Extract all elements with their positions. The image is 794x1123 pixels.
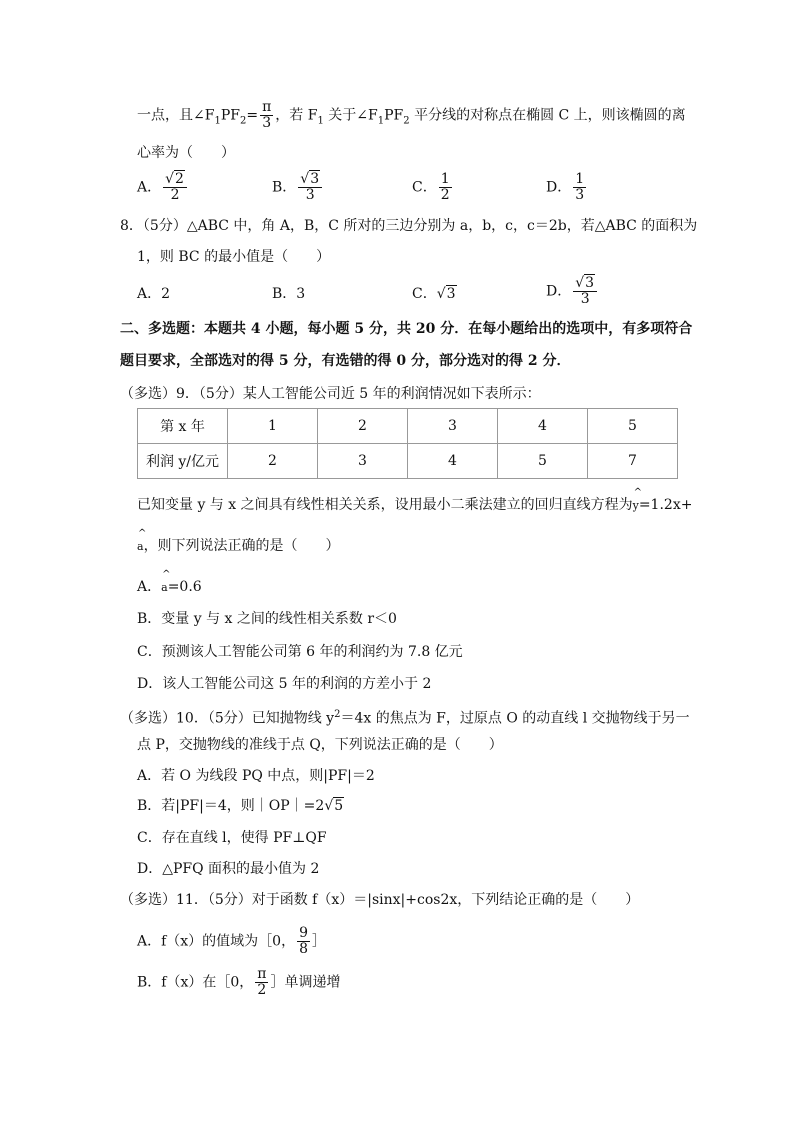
q11-stem: （多选）11．（5分）对于函数 f（x）＝|sinx|+cos2x，下列结论正确的是（ ） <box>120 892 640 908</box>
q7-sub: 1 <box>317 115 324 127</box>
q10-option-b: B．若|PF|＝4，则｜OP｜=2√5 <box>137 798 344 814</box>
q9-stem-line2: 已知变量 y 与 x 之间具有线性相关关系，设用最小二乘法建立的回归直线方程为 ^ y=1.2x+ <box>137 487 693 513</box>
q7-text: ，若 F <box>275 107 318 124</box>
q7-option-b: B． $\frac{√3}{3}$ <box>272 172 324 203</box>
table-row <box>138 444 678 479</box>
q7-text: 一点，且∠F <box>137 107 215 124</box>
q9-stem: （多选）9．（5分）某人工智能公司近 5 年的利润情况如下表所示： <box>120 386 541 402</box>
q11-option-b: B．f（x）在［0， $\frac{\pi}{2}$ ］单调递增 <box>137 966 341 998</box>
q9-option-d: D．该人工智能公司这 5 年的利润的方差小于 2 <box>137 676 432 692</box>
q7-angle-fraction: $\frac{\pi}{3}$ <box>262 99 272 131</box>
table-cell: 4 <box>498 409 588 444</box>
q10-stem-line2: 点 P，交抛物线的准线于点 Q，下列说法正确的是（ ） <box>137 737 503 753</box>
table-cell: 2 <box>228 444 318 479</box>
q10-stem-line1: （多选）10．（5分）已知抛物线 $y^2=4x$ 的焦点为 F，过原点 O 的动直线 l 交抛物线于另一 <box>120 709 690 727</box>
q7-text: 关于∠F <box>323 107 378 124</box>
q7-stem-line1 <box>137 100 686 131</box>
q8-option-d: D． $\frac{√3}{3}$ <box>546 276 599 307</box>
q7-text: 平分线的对称点在椭圆 C 上，则该椭圆的离 <box>409 107 686 124</box>
q7-sub: 2 <box>403 115 410 127</box>
q8-option-c: C．√3 <box>412 286 456 302</box>
q10-option-a: A．若 O 为线段 PQ 中点，则|PF|＝2 <box>137 768 375 784</box>
q8-option-b: B．3 <box>272 286 306 302</box>
q10-option-d: D．△PFQ 面积的最小值为 2 <box>137 861 320 877</box>
table-cell: 1 <box>228 409 318 444</box>
q9-option-c: C．预测该人工智能公司第 6 年的利润约为 7.8 亿元 <box>137 644 463 660</box>
section2-heading-line2: 题目要求，全部选对的得 5 分，有选错的得 0 分，部分选对的得 2 分． <box>120 353 571 369</box>
q7-sub: 1 <box>214 115 221 127</box>
q10-option-c: C．存在直线 l，使得 PF⊥QF <box>137 830 327 846</box>
table-cell: 3 <box>318 444 408 479</box>
q9-data-table <box>137 408 678 479</box>
table-cell: 2 <box>318 409 408 444</box>
q7-text: PF <box>220 107 240 124</box>
table-cell: 利润 y/亿元 <box>138 444 228 479</box>
table-cell: 5 <box>588 409 678 444</box>
table-row <box>138 409 678 444</box>
q7-stem-line2: 心率为（ ） <box>137 145 235 161</box>
q7-sub: 1 <box>377 115 385 127</box>
q7-option-d: D． $\frac{1}{3}$ <box>546 171 585 203</box>
q8-stem-line1: 8．（5分）△ABC 中，角 A，B，C 所对的三边分别为 a，b，c，c＝2b，若△ABC 的面积为 <box>120 218 698 234</box>
q7-option-c: C． $\frac{1}{2}$ <box>412 171 450 203</box>
q11-option-a: A．f（x）的值域为［0， $\frac{9}{8}$ ］ <box>137 925 327 957</box>
q7-sub: 2 <box>239 115 247 127</box>
q9-stem-line3: ^ a，则下列说法正确的是（ ） <box>137 528 340 554</box>
q7-option-a: A． $\frac{√2}{2}$ <box>137 172 189 203</box>
q7-text: PF <box>384 107 404 124</box>
q8-stem-line2: 1，则 BC 的最小值是（ ） <box>137 249 331 265</box>
q9-option-b: B．变量 y 与 x 之间的线性相关系数 r＜0 <box>137 611 397 627</box>
table-cell: 4 <box>408 444 498 479</box>
table-cell: 第 x 年 <box>138 409 228 444</box>
q9-option-a: A． ^ a=0.6 <box>137 569 202 595</box>
table-cell: 5 <box>498 444 588 479</box>
table-cell: 3 <box>408 409 498 444</box>
q8-option-a: A．2 <box>137 286 171 302</box>
table-cell: 7 <box>588 444 678 479</box>
section2-heading-line1: 二、多选题：本题共 4 小题，每小题 5 分，共 20 分．在每小题给出的选项中，有多项符合 <box>120 321 693 337</box>
q7-text: = <box>246 107 259 124</box>
